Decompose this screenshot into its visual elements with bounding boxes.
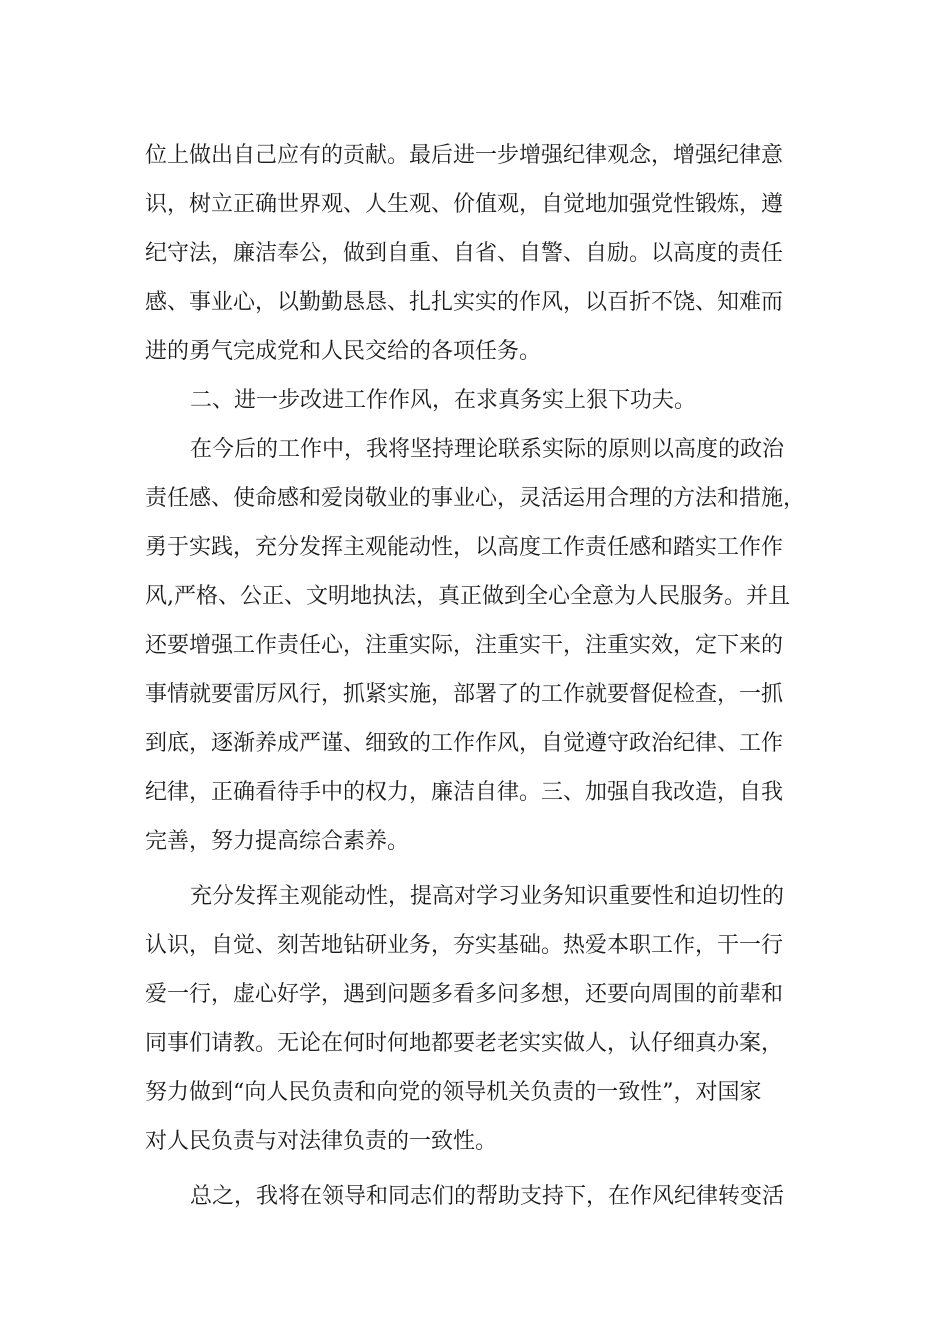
text-line: 同事们请教。无论在何时何地都要老老实实做人，认仔细真办案， [145,1031,784,1056]
section-heading: 二、进一步改进工作作风，在求真务实上狠下功夫。 [190,388,697,413]
text-line: 认识，自觉、刻苦地钻研业务，夯实基础。热爱本职工作，干一行 [145,933,784,958]
text-line: 勇于实践，充分发挥主观能动性，以高度工作责任感和踏实工作作 [145,535,784,560]
text-line: 事情就要雷厉风行，抓紧实施，部署了的工作就要督促检查，一抓 [145,682,784,707]
text-line: 感、事业心，以勤勤恳恳、扎扎实实的作风，以百折不饶、知难而 [145,290,784,315]
text-line: 总之，我将在领导和同志们的帮助支持下，在作风纪律转变活 [190,1184,785,1209]
text-line: 纪守法，廉洁奉公，做到自重、自省、自警、自励。以高度的责任 [145,241,784,266]
text-line: 进的勇气完成党和人民交给的各项任务。 [145,339,542,364]
text-line: 风,严格、公正、文明地执法，真正做到全心全意为人民服务。并且 [145,584,790,609]
text-line: 责任感、使命感和爱岗敬业的事业心，灵活运用合理的方法和措施， [145,486,806,511]
text-line: 完善，努力提高综合素养。 [145,829,410,854]
text-line: 纪律，正确看待手中的权力，廉洁自律。三、加强自我改造，自我 [145,780,784,805]
text-line: 在今后的工作中，我将坚持理论联系实际的原则以高度的政治 [190,437,785,462]
text-line: 充分发挥主观能动性，提高对学习业务知识重要性和迫切性的 [190,884,785,909]
text-line: 还要增强工作责任心，注重实际，注重实干，注重实效，定下来的 [145,633,784,658]
text-line: 到底，逐渐养成严谨、细致的工作作风，自觉遵守政治纪律、工作 [145,731,784,756]
text-line: 识，树立正确世界观、人生观、价值观，自觉地加强党性锻炼，遵 [145,192,784,217]
text-line: 位上做出自己应有的贡献。最后进一步增强纪律观念，增强纪律意 [145,143,784,168]
text-line: 对人民负责与对法律负责的一致性。 [145,1129,498,1154]
text-line: 努力做到“向人民负责和向党的领导机关负责的一致性”，对国家 [145,1080,762,1105]
text-line: 爱一行，虚心好学，遇到问题多看多问多想，还要向周围的前辈和 [145,982,784,1007]
